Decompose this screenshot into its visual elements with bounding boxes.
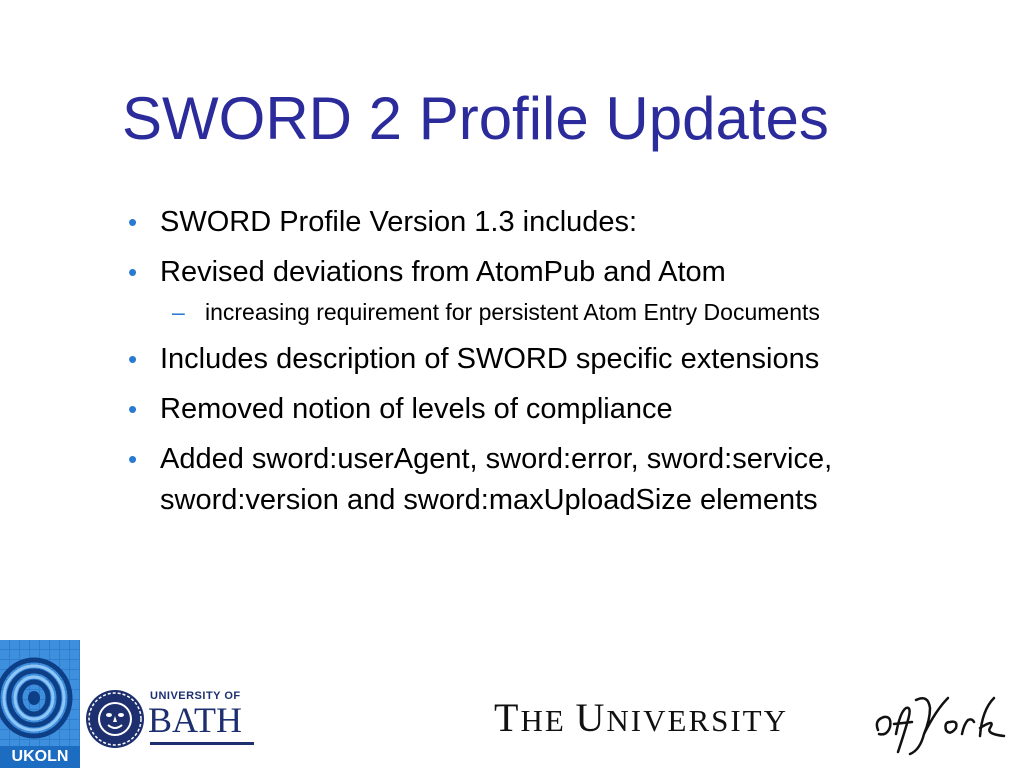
ukoln-logo [0,640,80,768]
bullet-list [124,202,884,530]
york-text-he: HE [520,703,576,738]
bullet-item [124,339,884,380]
slide-title: SWORD 2 Profile Updates [122,85,829,152]
bullet-text: Revised deviations from AtomPub and Atom [160,256,726,288]
bullet-item [124,439,884,521]
bullet-item [124,389,884,430]
bullet-marker: • [128,344,138,374]
york-text-t: T [494,695,521,740]
bullet-text: SWORD Profile Version 1.3 includes: [160,206,638,238]
york-text-niversity: NIVERSITY [606,703,789,738]
university-of-bath-logo [84,688,264,754]
bullet-marker: • [128,394,138,424]
bath-logo-line2: BATH [148,700,243,740]
york-text-u: U [575,695,607,740]
york-logo-text [494,696,788,743]
bullet-item [124,252,884,293]
york-script-mark [870,690,1020,760]
sub-bullet-text: increasing requirement for persistent Atom Entry Documents [205,299,820,325]
bullet-item [124,202,884,243]
sub-bullet-marker: – [172,299,185,325]
bath-logo-line1: UNIVERSITY OF [150,690,241,702]
bullet-text: Added sword:userAgent, sword:error, sword:service, sword:version and sword:maxUploadSize elements [160,443,833,516]
bullet-marker: • [128,444,138,474]
bullet-marker: • [128,207,138,237]
bath-crest-icon [84,688,146,750]
university-of-york-logo [494,690,1024,760]
bullet-marker: • [128,257,138,287]
bullet-text: Includes description of SWORD specific extensions [160,343,820,375]
bath-logo-underline [150,742,254,745]
ukoln-label: UKOLN [0,746,80,768]
bullet-text: Removed notion of levels of compliance [160,393,673,425]
sub-bullet-item [124,296,845,329]
